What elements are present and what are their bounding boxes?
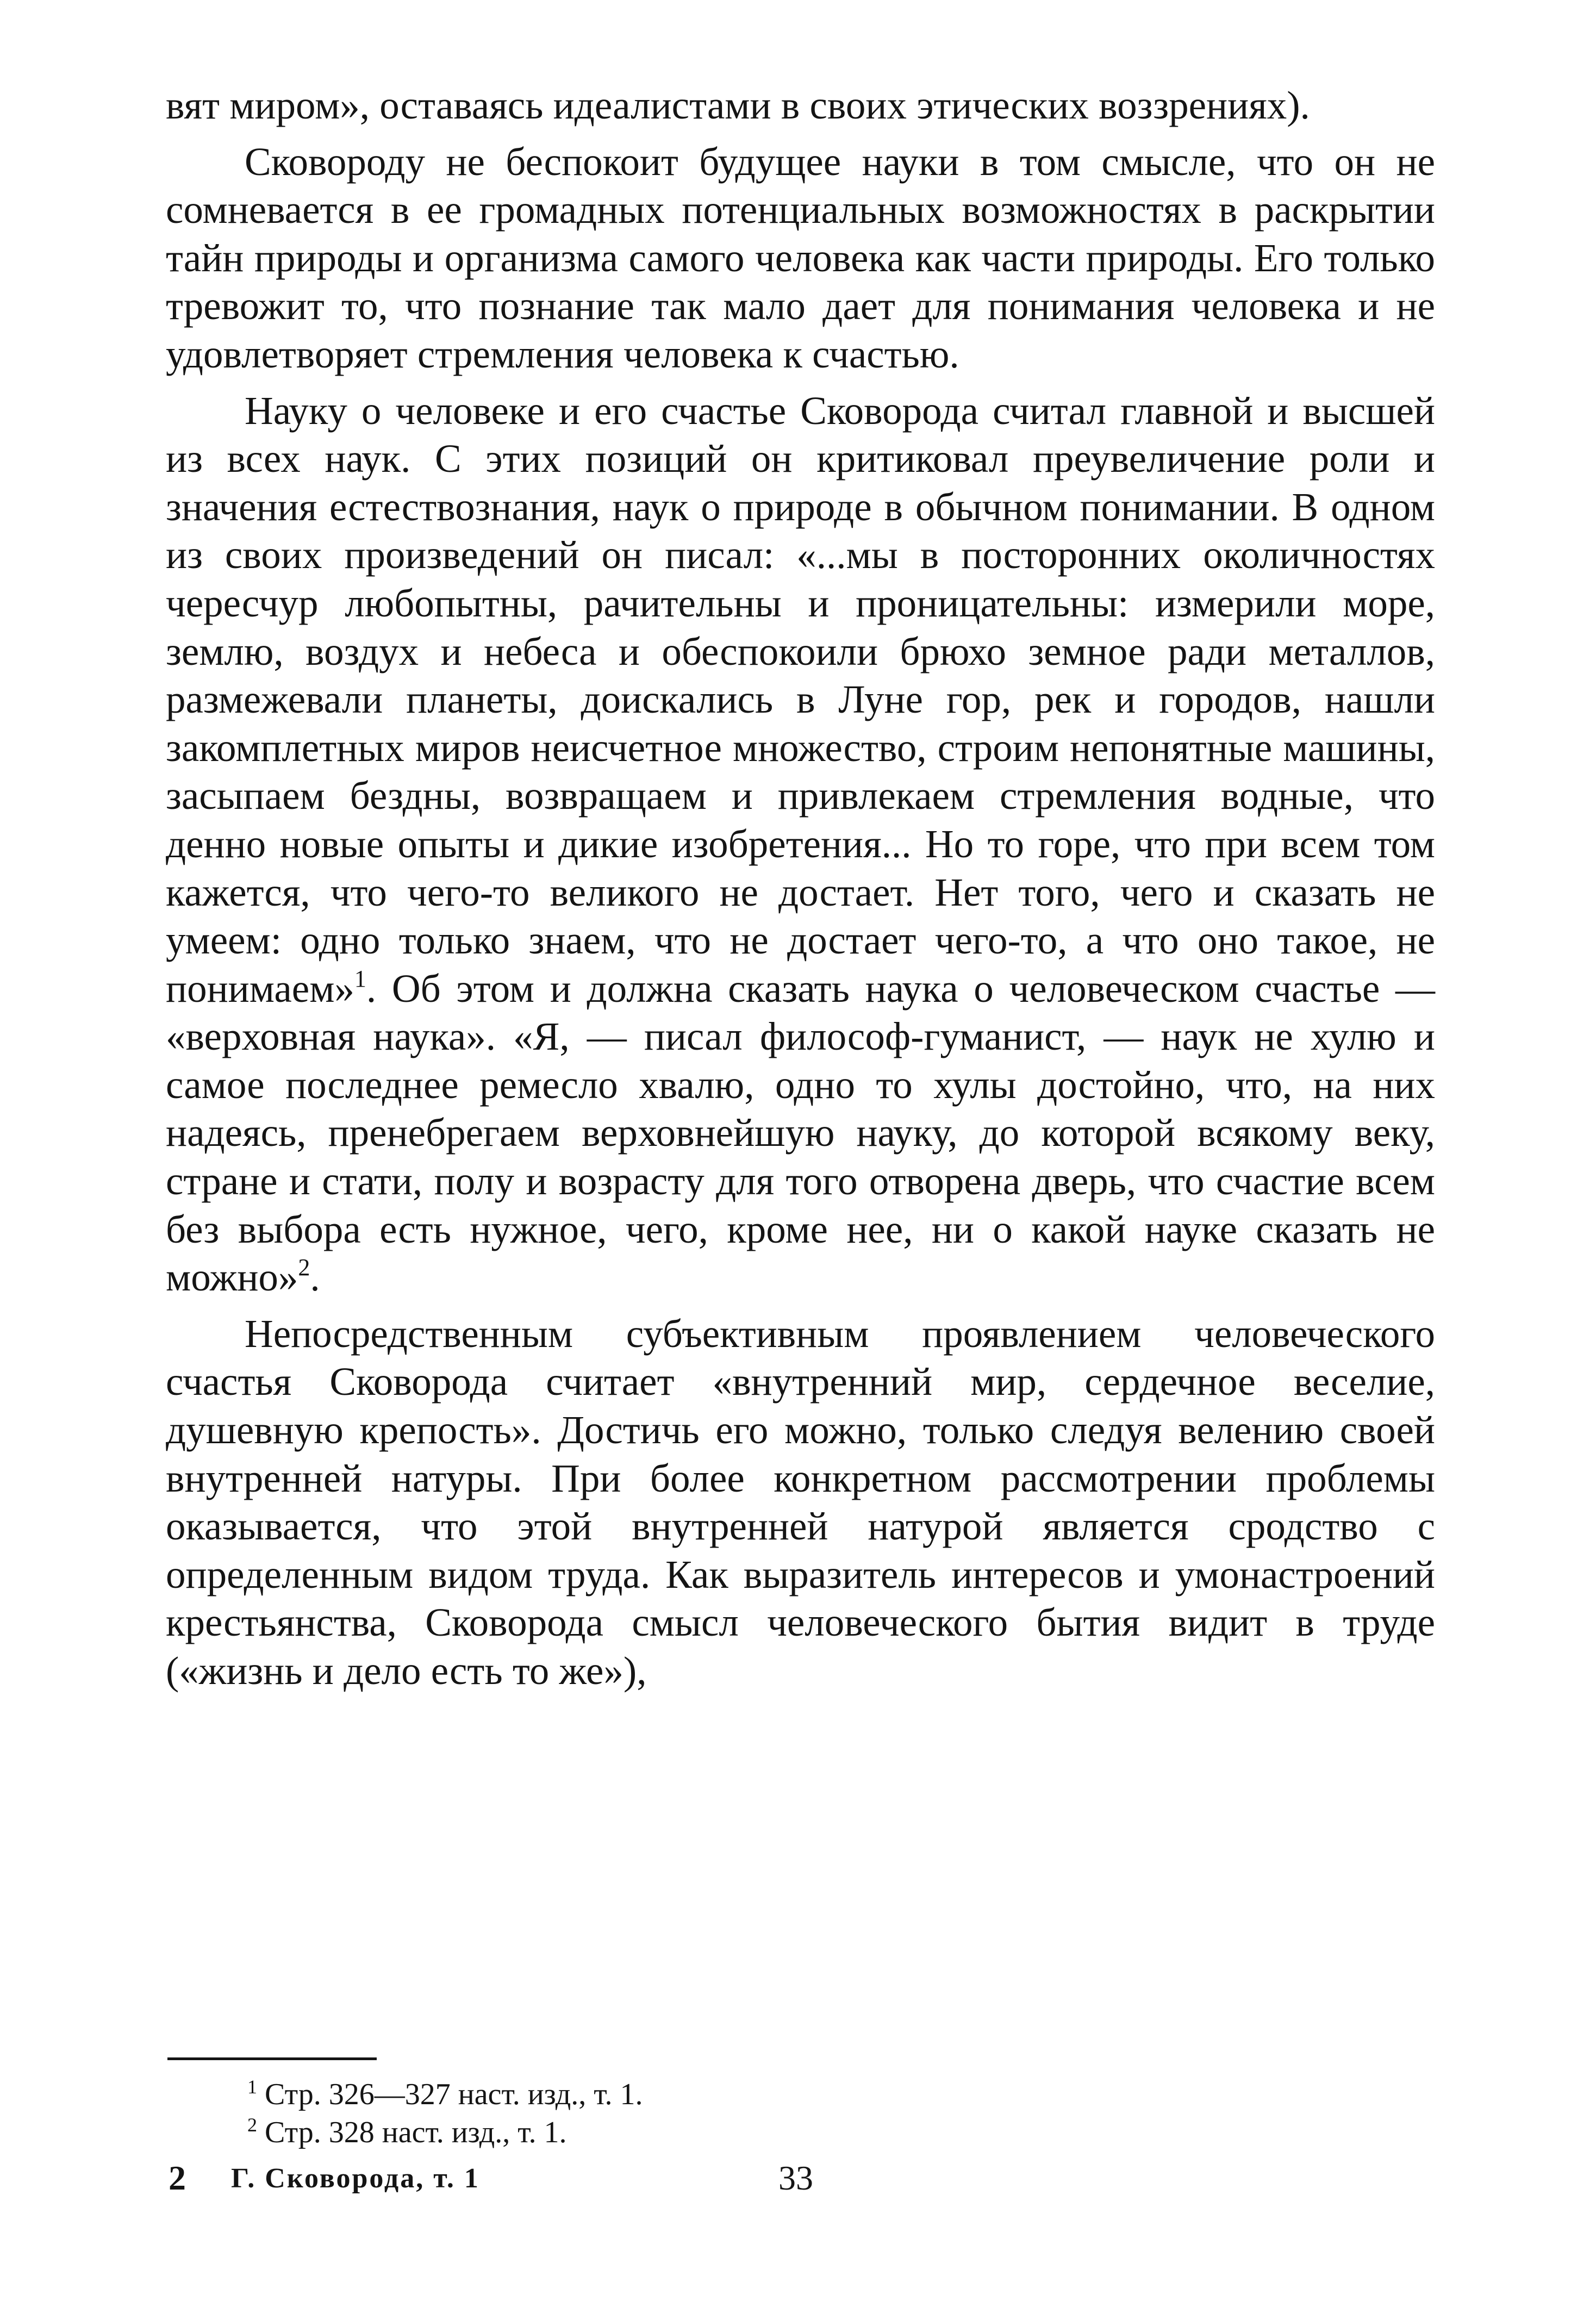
footnote-mark-1: 1	[247, 2076, 257, 2098]
footnote-mark-2: 2	[247, 2114, 257, 2136]
footnote-2	[247, 2113, 643, 2151]
footnote-text-1: Стр. 326—327 наст. изд., т. 1.	[265, 2078, 643, 2111]
quote-part-3: .	[310, 1255, 320, 1300]
footnote-text-2: Стр. 328 наст. изд., т. 1.	[265, 2116, 567, 2149]
paragraph-science-of-happiness	[166, 387, 1435, 1302]
paragraph-science-future: Сковороду не беспокоит будущее науки в том смысле, что он не сомневается в ее громадных потенциальных возможностях в раскрытии тайн природы и организма самого человека как части природы. Его только тревожит то, что познание так мало дает для понимания человека и не удовлетворяет стремления человека к счастью.	[166, 139, 1435, 376]
signature-text: Г. Сковорода, т. 1	[231, 2163, 480, 2194]
paragraph-inner-world: Непосредственным субъективным проявлением человеческого счастья Сковорода считает «внутренний мир, сердечное веселие, душевную крепость». Достичь его можно, только следуя велению своей внутренней натуры. При более конкретном рассмотрении проблемы оказывается, что этой внутренней натурой является сродство с определенным видом труда. Как выразитель интересов и умонастроений крестьянства, Сковорода смысл человеческого бытия видит в труде («жизнь и дело есть то же»),	[166, 1311, 1435, 1693]
footnotes	[247, 2075, 643, 2151]
main-text	[166, 82, 1435, 1695]
paragraph-continuation: вят миром», оставаясь идеалистами в своих этических воззрениях).	[166, 83, 1310, 127]
footnote-ref-2[interactable]: 2	[298, 1254, 310, 1281]
signature-number: 2	[169, 2159, 186, 2197]
footnote-ref-1[interactable]: 1	[354, 965, 366, 992]
quote-part-2: . Об этом и должна сказать наука о человеческом счастье — «верховная наука». «Я, — писал философ-гуманист, — наук не хулю и самое последнее ремесло хвалю, одно то хулы достойно, что, на них надеясь, пренебрегаем верховнейшую науку, до которой всякому веку, стране и стати, полу и возрасту для того отворена дверь, что счастие всем без выбора есть нужное, чего, кроме нее, ни о какой науке сказать не можно»	[166, 966, 1435, 1300]
quote-part-1: Науку о человеке и его счастье Сковорода считал главной и высшей из всех наук. С этих позиций он критиковал преувеличение роли и значения естествознания, наук о природе в обычном понимании. В одном из своих произведений он писал: «...мы в посторонних околичностях чересчур любопытны, рачительны и проницательны: измерили море, землю, воздух и небеса и обеспокоили брюхо земное ради металлов, размежевали планеты, доискались в Луне гор, рек и городов, нашли закомплетных миров неисчетное множество, строим непонятные машины, засыпаем бездны, возвращаем и привлекаем стремления водные, что денно новые опыты и дикие изобретения... Но то горе, что при всем том кажется, что чего-то великого не достает. Нет того, чего и сказать не умеем: одно только знаем, что не достает чего-то, а что оно такое, не понимаем»	[166, 388, 1435, 1011]
page-number: 33	[778, 2159, 813, 2197]
footnote-divider	[167, 2057, 377, 2060]
footnote-1	[247, 2075, 643, 2113]
